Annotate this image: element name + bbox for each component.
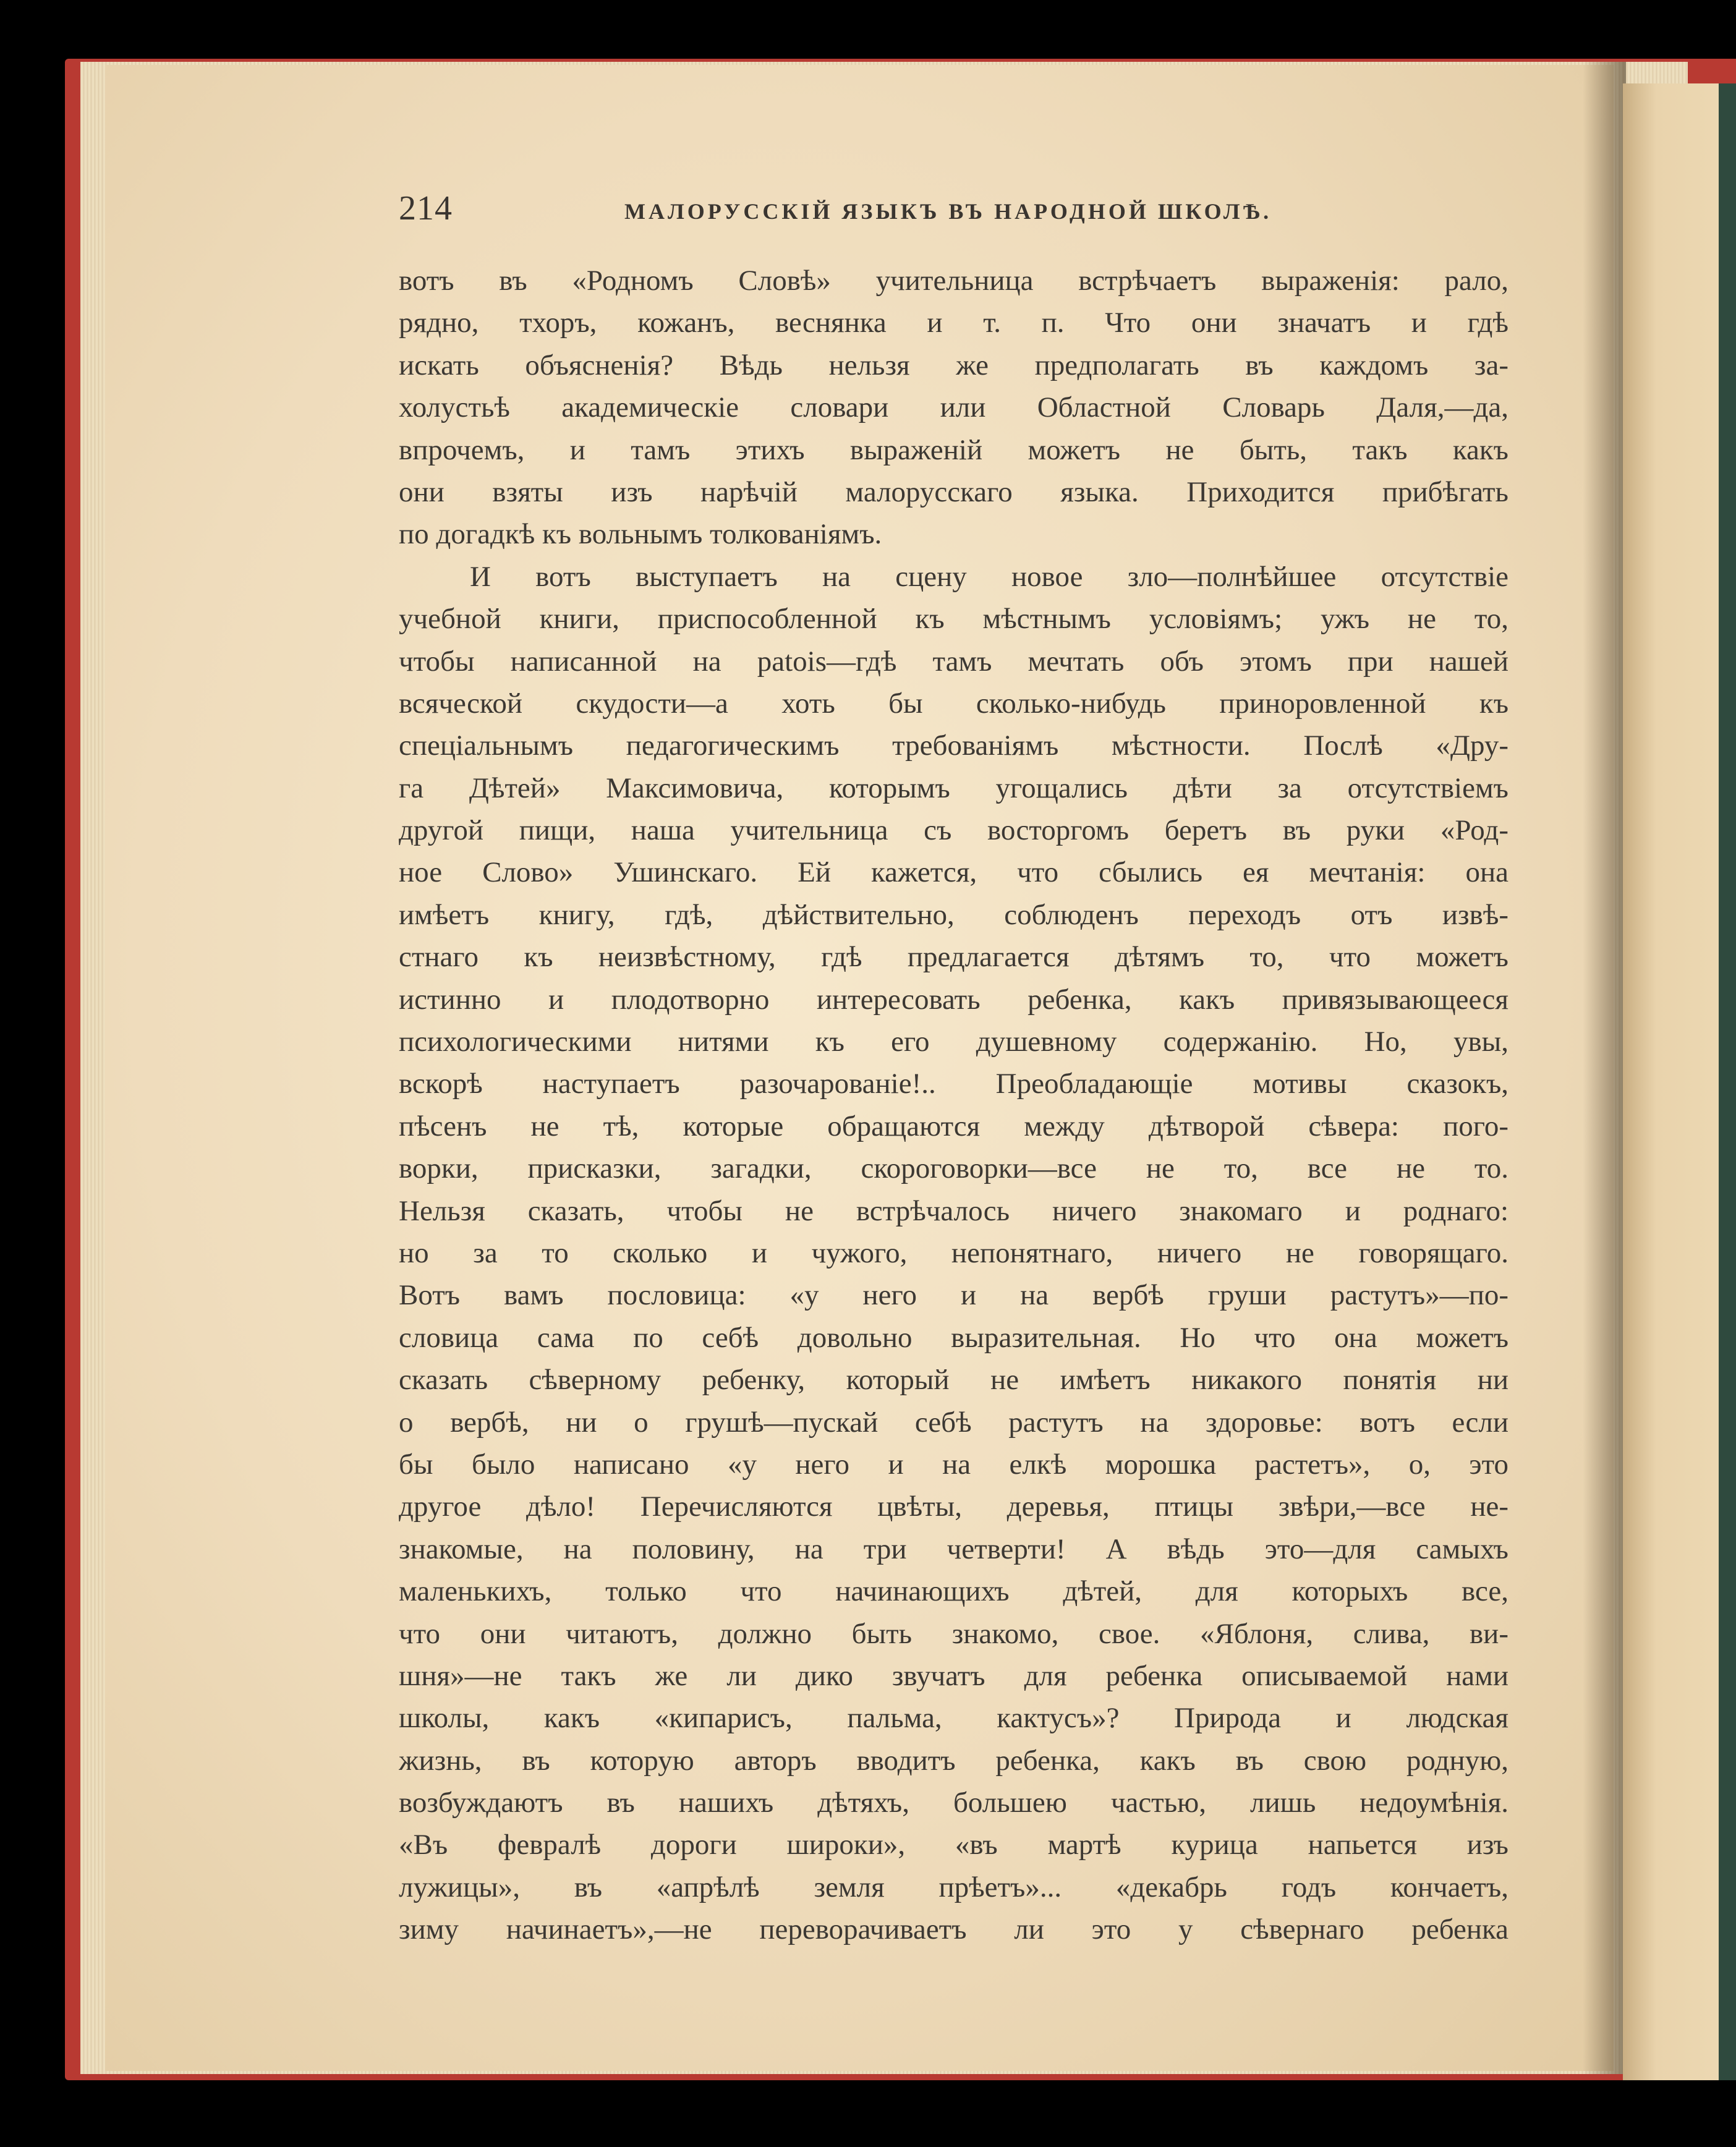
facing-page-rim	[1719, 83, 1736, 2080]
text-line: лужицы», въ «апрѣлѣ земля прѣетъ»... «декабрь годъ кончаетъ,	[399, 1871, 1508, 1903]
text-line: словица сама по себѣ довольно выразительная. Но что она можетъ	[399, 1321, 1508, 1354]
text-line: искать объясненія? Вѣдь нельзя же предполагать въ каждомъ за-	[399, 349, 1508, 381]
text-line: га Дѣтей» Максимовича, которымъ угощались дѣти за отсутствіемъ	[399, 772, 1508, 804]
text-line: чтобы написанной на patois—гдѣ тамъ мечтать объ этомъ при нашей	[399, 645, 1508, 678]
paragraph-start-line: И вотъ выступаетъ на сцену новое зло—полнѣйшее отсутствіе	[470, 560, 1508, 593]
facing-page-edge	[1623, 83, 1719, 2080]
text-line: зиму начинаетъ»,—не переворачиваетъ ли это у сѣвернаго ребенка	[399, 1913, 1508, 1946]
gutter-shadow	[1583, 62, 1626, 2074]
text-line: сказать сѣверному ребенку, который не имѣетъ никакого понятія ни	[399, 1364, 1508, 1397]
text-line: знакомые, на половину, на три четверти! А вѣдь это—для самыхъ	[399, 1533, 1508, 1565]
page-number: 214	[399, 189, 453, 227]
page-header	[399, 189, 1508, 235]
text-line: всяческой скудости—а хоть бы сколько-нибудь приноровленной къ	[399, 687, 1508, 720]
text-line: Вотъ вамъ пословица: «у него и на вербѣ груши растутъ»—по-	[399, 1279, 1508, 1312]
text-line: пѣсенъ не тѣ, которые обращаются между дѣтворой сѣвера: пого-	[399, 1110, 1508, 1142]
text-line: о вербѣ, ни о грушѣ—пускай себѣ растутъ на здоровье: вотъ если	[399, 1406, 1508, 1439]
text-line: бы было написано «у него и на елкѣ морошка растетъ», о, это	[399, 1448, 1508, 1481]
text-line: школы, какъ «кипарисъ, пальма, кактусъ»? Природа и людская	[399, 1702, 1508, 1735]
text-line: шня»—не такъ же ли дико звучатъ для ребенка описываемой нами	[399, 1659, 1508, 1692]
text-line: стнаго къ неизвѣстному, гдѣ предлагается дѣтямъ то, что можетъ	[399, 941, 1508, 974]
text-line: возбуждаютъ въ нашихъ дѣтяхъ, большею частью, лишь недоумѣнія.	[399, 1787, 1508, 1819]
text-line: по догадкѣ къ вольнымъ толкованіямъ.	[399, 518, 882, 551]
text-line: вскорѣ наступаетъ разочарованіе!.. Преобладающіе мотивы сказокъ,	[399, 1068, 1508, 1100]
text-line: что они читаютъ, должно быть знакомо, свое. «Яблоня, слива, ви-	[399, 1617, 1508, 1650]
text-line: другое дѣло! Перечисляются цвѣты, деревья, птицы звѣри,—все не-	[399, 1490, 1508, 1523]
text-line: маленькихъ, только что начинающихъ дѣтей, для которыхъ все,	[399, 1575, 1508, 1608]
text-line: ворки, присказки, загадки, скороговорки—все не то, все не то.	[399, 1152, 1508, 1185]
text-line: спеціальнымъ педагогическимъ требованіямъ мѣстности. Послѣ «Дру-	[399, 729, 1508, 762]
text-line: Нельзя сказать, чтобы не встрѣчалось ничего знакомаго и роднаго:	[399, 1194, 1508, 1227]
text-line: они взяты изъ нарѣчій малорусскаго языка. Приходится прибѣгать	[399, 475, 1508, 508]
text-line: имѣетъ книгу, гдѣ, дѣйствительно, соблюденъ переходъ отъ извѣ-	[399, 898, 1508, 931]
text-line: истинно и плодотворно интересовать ребенка, какъ привязывающееся	[399, 983, 1508, 1016]
text-line: вотъ въ «Родномъ Словѣ» учительница встрѣчаетъ выраженія: рало,	[399, 265, 1508, 297]
text-line: ное Слово» Ушинскаго. Ей кажется, что сбылись ея мечтанія: она	[399, 856, 1508, 889]
text-line: другой пищи, наша учительница съ восторгомъ беретъ въ руки «Род-	[399, 814, 1508, 847]
text-line: психологическими нитями къ его душевному содержанію. Но, увы,	[399, 1026, 1508, 1058]
text-line: холустьѣ академическіе словари или Областной Словарь Даля,—да,	[399, 391, 1508, 424]
body-text	[399, 260, 1508, 1951]
text-line: но за то сколько и чужого, непонятнаго, ничего не говорящаго.	[399, 1236, 1508, 1269]
text-line: впрочемъ, и тамъ этихъ выраженій можетъ не быть, такъ какъ	[399, 433, 1508, 466]
text-line: жизнь, въ которую авторъ вводитъ ребенка, какъ въ свою родную,	[399, 1744, 1508, 1777]
text-line: рядно, тхоръ, кожанъ, веснянка и т. п. Что они значатъ и гдѣ	[399, 307, 1508, 339]
text-line: учебной книги, приспособленной къ мѣстнымъ условіямъ; ужъ не то,	[399, 603, 1508, 636]
running-title: МАЛОРУССКІЙ ЯЗЫКЪ ВЪ НАРОДНОЙ ШКОЛѢ.	[624, 199, 1272, 224]
text-line: «Въ февралѣ дороги широки», «въ мартѣ курица напьется изъ	[399, 1829, 1508, 1861]
